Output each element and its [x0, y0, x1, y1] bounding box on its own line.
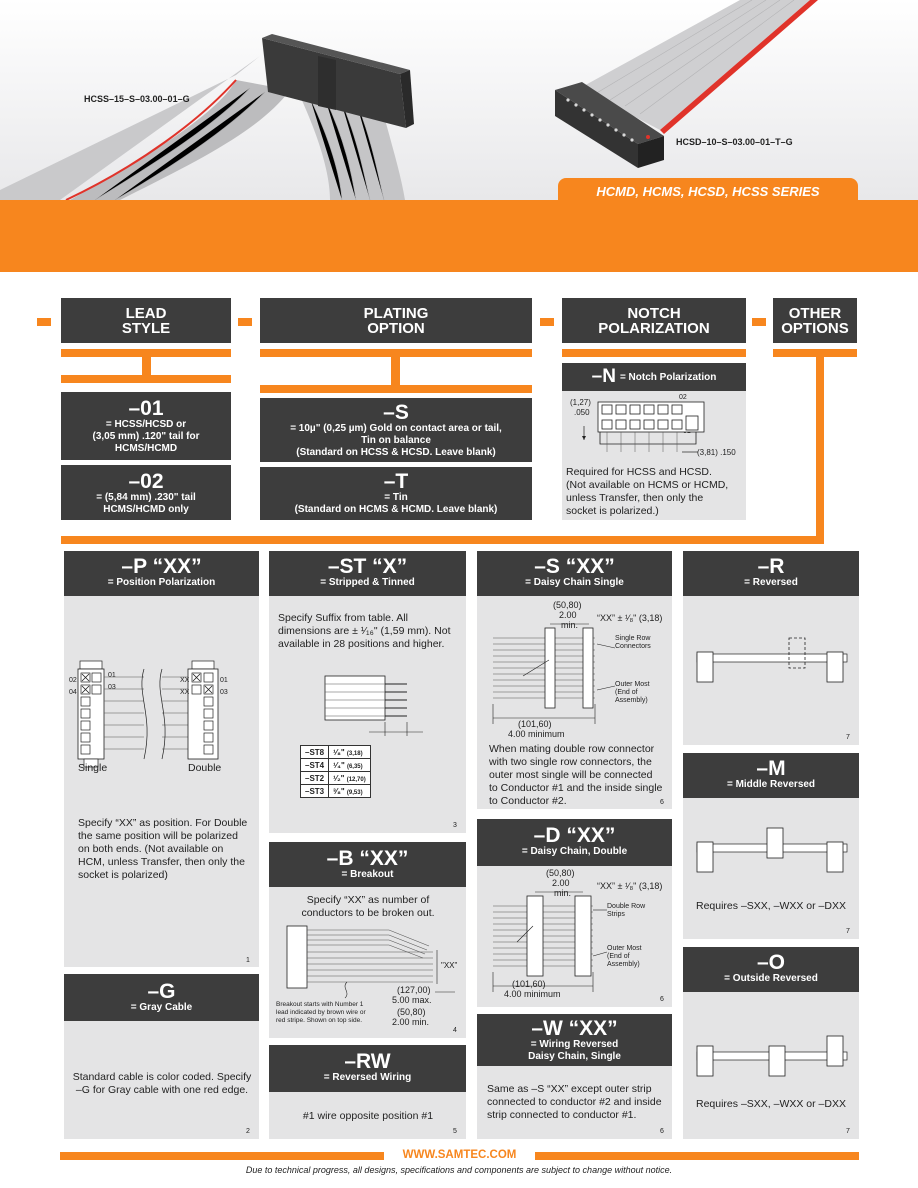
- footer-bar-left: [60, 1152, 384, 1160]
- plating-t-box: –T = Tin (Standard on HCMS & HCMD. Leave blank): [260, 467, 532, 520]
- b-dim1: (127,00): [397, 985, 431, 995]
- o-page-number: 7: [846, 1128, 850, 1135]
- s-header: –S “XX” = Daisy Chain Single: [477, 551, 672, 596]
- hero-right-part-number: HCSD–10–S–03.00–01–T–G: [676, 137, 793, 147]
- footer-disclaimer: Due to technical progress, all designs, specifications and components are subject to change without notice.: [245, 1165, 673, 1175]
- r-diagram: [683, 632, 859, 692]
- g-text: Standard cable is color coded. Specify –G for Gray cable with one red edge.: [72, 1071, 252, 1096]
- notch-dim-left: .050: [574, 408, 590, 417]
- s-page-number: 6: [660, 799, 664, 806]
- d-page-number: 6: [660, 996, 664, 1003]
- notch-label-02: 02: [679, 394, 687, 401]
- p-text: Specify “XX” as position. For Double the same position will be polarized on both ends. (Not available on HCM, unless Transfer, then only the socket is polarized): [78, 817, 248, 881]
- d-header: –D “XX” = Daisy Chain, Double: [477, 819, 672, 866]
- lead-02-box: –02 = (5,84 mm) .230" tail HCMS/HCMD only: [61, 465, 231, 520]
- header-notch-polarization: NOTCH POLARIZATION: [562, 298, 746, 343]
- bullet-dash: [238, 318, 252, 326]
- b-xx: "XX": [441, 961, 458, 970]
- b-breakout-diagram: [269, 922, 466, 1012]
- connector-bar: [260, 385, 532, 393]
- connector-bar: [773, 349, 857, 357]
- notch-header: –N = Notch Polarization: [562, 363, 746, 391]
- bullet-dash: [752, 318, 766, 326]
- st-table: [300, 745, 371, 798]
- st-page-number: 3: [453, 822, 457, 829]
- p-page-number: 1: [246, 957, 250, 964]
- p-polarization-diagram: [64, 655, 259, 775]
- d-double-row: Strips: [607, 911, 625, 918]
- p-label: XX: [180, 689, 190, 696]
- p-label: XX: [180, 677, 190, 684]
- d-xx: “XX” ± ¹⁄₈" (3,18): [597, 881, 663, 891]
- bullet-dash: [540, 318, 554, 326]
- w-header: –W “XX” = Wiring Reversed Daisy Chain, Single: [477, 1014, 672, 1066]
- m-text: Requires –SXX, –WXX or –DXX: [696, 900, 846, 912]
- d-dim-bottom: (101,60): [512, 979, 546, 989]
- p-label: 04: [69, 689, 77, 696]
- lead-01-box: –01 = HCSS/HCSD or (3,05 mm) .120" tail for HCMS/HCMD: [61, 392, 231, 460]
- connector-bar: [61, 349, 231, 357]
- b-header: –B “XX” = Breakout: [269, 842, 466, 887]
- m-header: –M = Middle Reversed: [683, 753, 859, 798]
- rw-header: –RW = Reversed Wiring: [269, 1045, 466, 1092]
- d-outer-most: Outer Most: [607, 945, 642, 952]
- s-outer-most: Outer Most: [615, 681, 650, 688]
- b-dim2: 2.00 min.: [392, 1017, 430, 1027]
- p-label: 03: [108, 684, 116, 691]
- b-page-number: 4: [453, 1027, 457, 1034]
- p-label: 02: [69, 677, 77, 684]
- o-header: –O = Outside Reversed: [683, 947, 859, 992]
- m-page-number: 7: [846, 928, 850, 935]
- table-row: –ST8 ¹⁄₈" (3,18): [301, 746, 371, 759]
- s-dim-bottom: 4.00 minimum: [508, 729, 565, 739]
- d-outer-most: Assembly): [607, 961, 640, 968]
- p-single-label: Single: [78, 762, 108, 774]
- orange-band: [0, 200, 918, 272]
- s-dim-top: 2.00: [559, 610, 577, 620]
- g-page-number: 2: [246, 1128, 250, 1135]
- p-label: 01: [108, 672, 116, 679]
- s-single-row: Single Row: [615, 635, 651, 642]
- header-other-options: OTHER OPTIONS: [773, 298, 857, 343]
- s-outer-most: Assembly): [615, 697, 648, 704]
- p-label: 01: [220, 677, 228, 684]
- d-dim-top: (50,80): [546, 868, 575, 878]
- s-dim-top: (50,80): [553, 600, 582, 610]
- footer-url[interactable]: WWW.SAMTEC.COM: [402, 1149, 517, 1161]
- o-diagram: [683, 1030, 859, 1090]
- st-text: Specify Suffix from table. All dimensions are ± ¹⁄₁₆" (1,59 mm). Not available in 28 positions and higher.: [278, 612, 451, 650]
- w-page-number: 6: [660, 1128, 664, 1135]
- table-row: –ST3 ³⁄₈" (9,53): [301, 785, 371, 798]
- header-lead-style: LEAD STYLE: [61, 298, 231, 343]
- d-dim-top: 2.00: [552, 878, 570, 888]
- r-page-number: 7: [846, 734, 850, 741]
- o-text: Requires –SXX, –WXX or –DXX: [696, 1098, 846, 1110]
- d-dim-bottom: 4.00 minimum: [504, 989, 561, 999]
- footer-bar-right: [535, 1152, 859, 1160]
- st-header: –ST “X” = Stripped & Tinned: [269, 551, 466, 596]
- st-diagram: [269, 666, 466, 746]
- s-text: When mating double row connector with two single row connectors, the outer most single will be connected to Conductor #1 and the inside single to Conductor #2.: [489, 743, 663, 807]
- connector-bar: [260, 349, 532, 357]
- s-dim-top: min.: [561, 620, 579, 630]
- connector-bar: [61, 375, 231, 383]
- connector-bar: [816, 357, 824, 538]
- bullet-dash: [37, 318, 51, 326]
- s-dim-bottom: (101,60): [518, 719, 552, 729]
- connector-bar: [142, 357, 151, 375]
- hero-left-part-number: HCSS–15–S–03.00–01–G: [84, 94, 190, 104]
- rw-text: #1 wire opposite position #1: [302, 1110, 434, 1122]
- m-diagram: [683, 822, 859, 882]
- notch-text: Required for HCSS and HCSD. (Not available on HCMS or HCMD, unless Transfer, then only the socket is polarized.): [566, 466, 729, 517]
- b-dim1: 5.00 max.: [392, 995, 432, 1005]
- s-single-row: Connectors: [615, 643, 651, 650]
- b-dim2: (50,80): [397, 1007, 426, 1017]
- r-header: –R = Reversed: [683, 551, 859, 596]
- p-double-label: Double: [188, 762, 222, 774]
- table-row: –ST4 ¹⁄₄" (6,35): [301, 759, 371, 772]
- p-header: –P “XX” = Position Polarization: [64, 551, 259, 596]
- d-double-row: Double Row: [607, 903, 646, 910]
- s-xx: “XX” ± ¹⁄₈" (3,18): [597, 613, 663, 623]
- plating-s-box: –S = 10µ" (0,25 µm) Gold on contact area or tail, Tin on balance (Standard on HCSS & HCSD. Leave blank): [260, 398, 532, 462]
- connector-bar: [61, 536, 824, 544]
- d-daisy-diagram: [477, 888, 672, 998]
- connector-bar: [391, 357, 400, 385]
- g-header: –G = Gray Cable: [64, 974, 259, 1021]
- notch-dim-right: (3,81) .150: [697, 448, 736, 457]
- d-outer-most: (End of: [607, 953, 630, 960]
- header-plating-option: PLATING OPTION: [260, 298, 532, 343]
- s-outer-most: (End of: [615, 689, 638, 696]
- rw-page-number: 5: [453, 1128, 457, 1135]
- d-dim-top: min.: [554, 888, 572, 898]
- b-text: Specify “XX” as number of conductors to be broken out.: [301, 894, 435, 919]
- s-daisy-diagram: [477, 620, 672, 730]
- connector-bar: [562, 349, 746, 357]
- notch-diagram: [562, 392, 746, 462]
- p-label: 03: [220, 689, 228, 696]
- notch-dim-left: (1,27): [570, 398, 591, 407]
- table-row: –ST2 ¹⁄₂" (12,70): [301, 772, 371, 785]
- series-tab-label: HCMD, HCMS, HCSD, HCSS SERIES: [596, 184, 820, 199]
- b-note: Breakout starts with Number 1 lead indicated by brown wire or red stripe. Shown on top side.: [276, 1001, 366, 1024]
- w-text: Same as –S “XX” except outer strip connected to conductor #2 and inside strip connected to conductor #1.: [487, 1083, 662, 1121]
